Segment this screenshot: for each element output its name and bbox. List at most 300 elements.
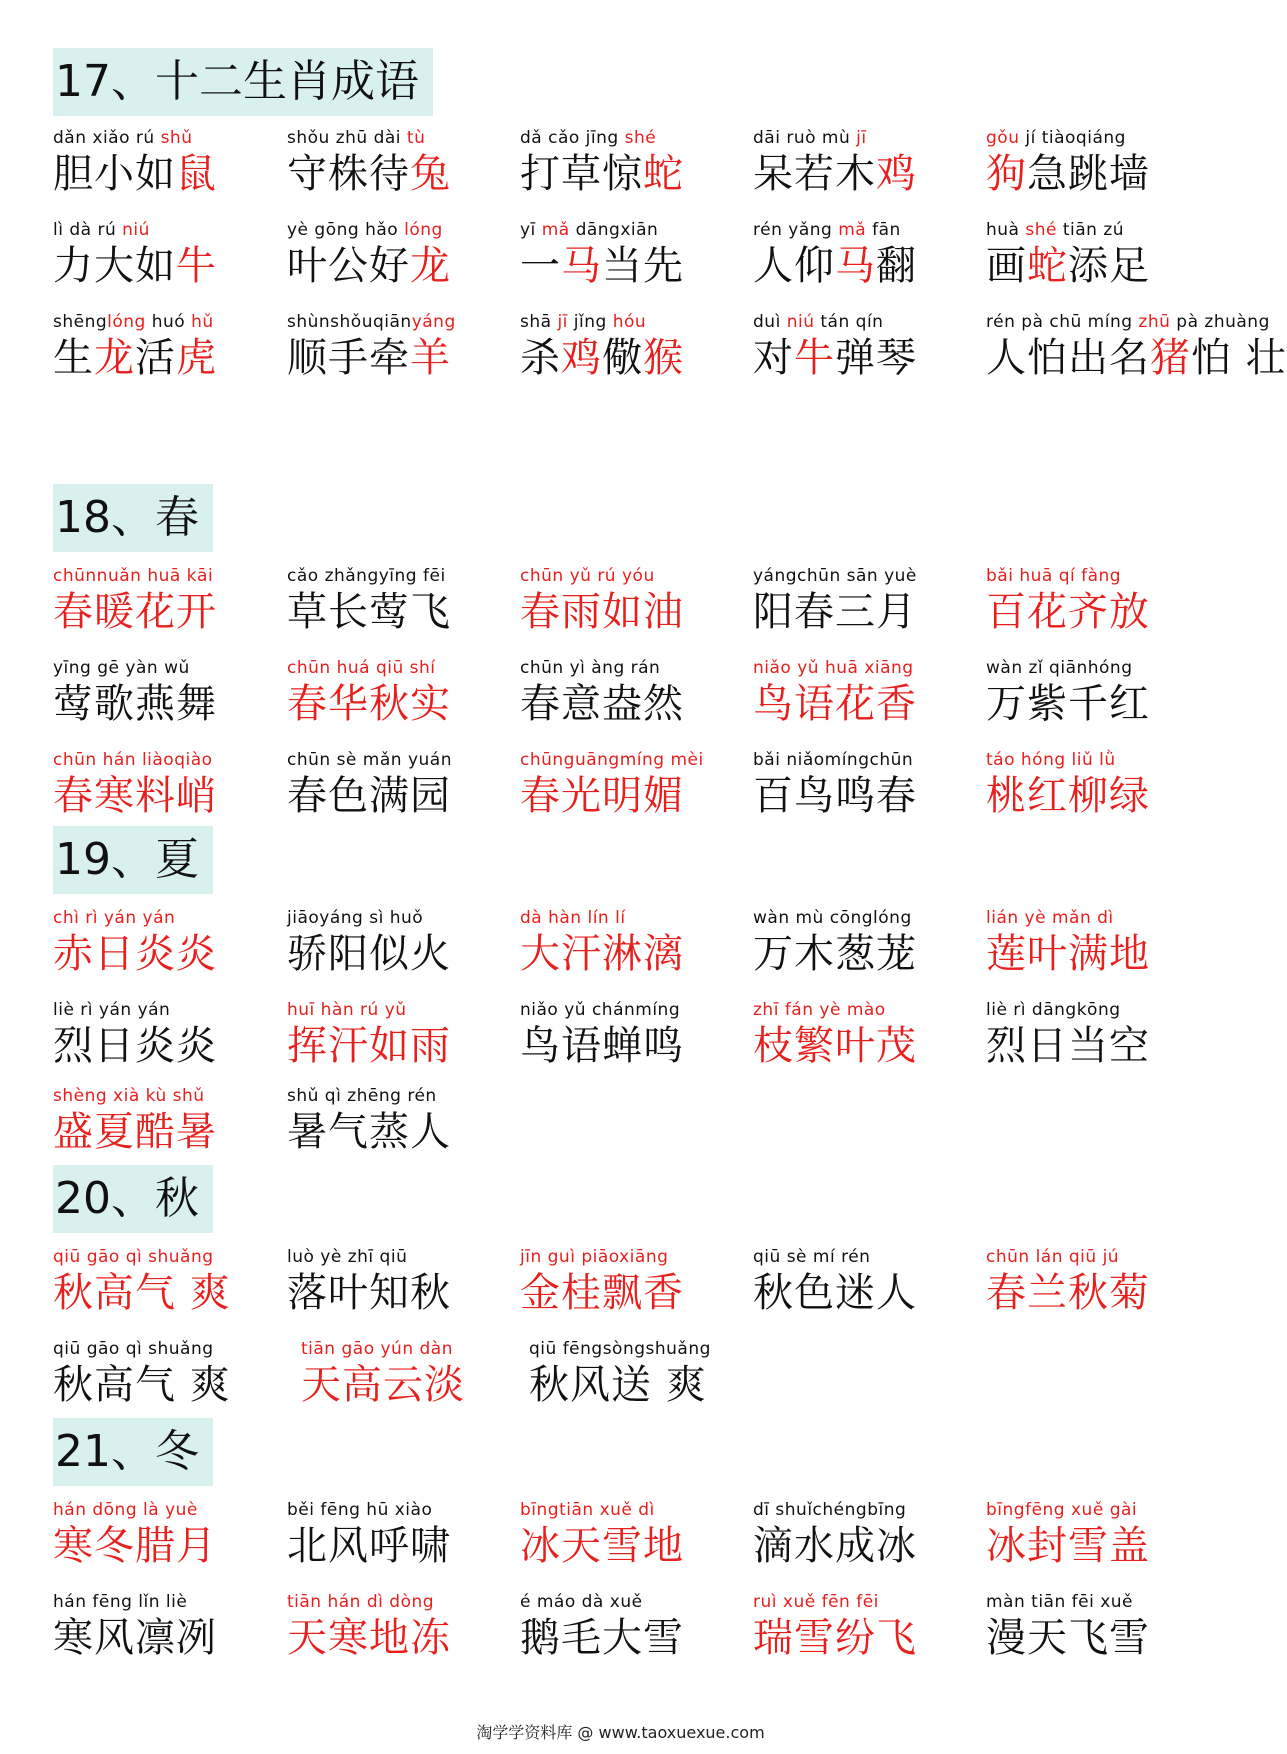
idiom-pinyin xyxy=(753,128,981,148)
idiom-pinyin xyxy=(53,1592,281,1612)
idiom-item xyxy=(53,1086,281,1156)
idiom-item xyxy=(53,1000,281,1070)
pinyin-segment: rén pà chū míng xyxy=(986,312,1139,332)
idiom-pinyin xyxy=(287,128,515,148)
idiom-pinyin xyxy=(520,128,748,148)
hanzi-segment: 烈日当空 xyxy=(986,1023,1150,1069)
section-heading: 20、秋 xyxy=(53,1165,213,1233)
hanzi-segment: 春意盎然 xyxy=(520,681,684,727)
idiom-item xyxy=(287,1247,515,1317)
idiom-item xyxy=(986,566,1214,636)
hanzi-segment: 马 xyxy=(561,243,602,289)
pinyin-segment: tiān hán dì dòng xyxy=(287,1592,435,1612)
hanzi-segment: 冰封雪盖 xyxy=(986,1523,1150,1569)
hanzi-segment: 暑气蒸人 xyxy=(287,1109,451,1155)
pinyin-segment: chūn yǔ rú yóu xyxy=(520,566,655,586)
pinyin-segment: lì dà rú xyxy=(53,220,123,240)
hanzi-segment: 百鸟鸣春 xyxy=(753,773,917,819)
hanzi-segment: 猴 xyxy=(643,335,684,381)
idiom-pinyin xyxy=(53,566,281,586)
idiom-item xyxy=(287,658,515,728)
idiom-pinyin xyxy=(986,220,1214,240)
pinyin-segment: gǒu xyxy=(986,128,1020,148)
pinyin-segment: jīn guì piāoxiāng xyxy=(520,1247,669,1267)
idiom-pinyin xyxy=(520,908,748,928)
idiom-pinyin xyxy=(53,908,281,928)
pinyin-segment: shǒu zhū dài xyxy=(287,128,407,148)
idiom-hanzi xyxy=(520,150,748,198)
idiom-hanzi xyxy=(520,334,748,382)
hanzi-segment: 虎 xyxy=(176,335,217,381)
idiom-item xyxy=(520,1592,748,1662)
idiom-pinyin xyxy=(986,658,1214,678)
pinyin-segment: chūn yì àng rán xyxy=(520,658,661,678)
pinyin-segment: qiū sè mí rén xyxy=(753,1247,871,1267)
idiom-pinyin xyxy=(986,908,1214,928)
idiom-item xyxy=(520,1247,748,1317)
idiom-hanzi xyxy=(753,588,981,636)
idiom-item xyxy=(301,1339,529,1409)
idiom-hanzi xyxy=(753,242,981,290)
idiom-pinyin xyxy=(520,1247,748,1267)
idiom-hanzi xyxy=(53,1361,281,1409)
hanzi-segment: 龙 xyxy=(410,243,451,289)
idiom-hanzi xyxy=(986,1269,1214,1317)
hanzi-segment: 桃红柳绿 xyxy=(986,773,1150,819)
hanzi-segment: 鸡 xyxy=(876,151,917,197)
hanzi-segment: 滴水成冰 xyxy=(753,1523,917,1569)
idiom-hanzi xyxy=(986,1022,1214,1070)
pinyin-segment: yángchūn sān yuè xyxy=(753,566,917,586)
pinyin-segment: shèng xià kù shǔ xyxy=(53,1086,205,1106)
hanzi-segment: 赤日炎炎 xyxy=(53,931,217,977)
idiom-pinyin xyxy=(753,1592,981,1612)
hanzi-segment: 叶公好 xyxy=(287,243,410,289)
idiom-hanzi xyxy=(287,930,515,978)
pinyin-segment: yáng xyxy=(411,312,456,332)
idiom-pinyin xyxy=(287,1247,515,1267)
hanzi-segment: 怕 壮 xyxy=(1191,335,1287,381)
hanzi-segment: 胆小如 xyxy=(53,151,176,197)
pinyin-segment: tán qín xyxy=(814,312,884,332)
pinyin-segment: lóng xyxy=(107,312,146,332)
idiom-item xyxy=(53,128,281,198)
idiom-hanzi xyxy=(287,588,515,636)
pinyin-segment: yīng gē yàn wǔ xyxy=(53,658,190,678)
pinyin-segment: hóu xyxy=(612,312,647,332)
idiom-pinyin xyxy=(520,1500,748,1520)
pinyin-segment: cǎo zhǎngyīng fēi xyxy=(287,566,446,586)
hanzi-segment: 天高云淡 xyxy=(301,1362,465,1408)
idiom-hanzi xyxy=(753,930,981,978)
pinyin-segment: rén yǎng xyxy=(753,220,839,240)
pinyin-segment: jí tiàoqiáng xyxy=(1019,128,1126,148)
pinyin-segment: zhī fán yè mào xyxy=(753,1000,886,1020)
pinyin-segment: mǎ xyxy=(541,220,570,240)
idiom-item xyxy=(753,128,981,198)
idiom-pinyin xyxy=(53,1086,281,1106)
idiom-pinyin xyxy=(301,1339,529,1359)
section-heading: 21、冬 xyxy=(53,1418,213,1486)
hanzi-segment: 冰天雪地 xyxy=(520,1523,684,1569)
pinyin-segment: chūn sè mǎn yuán xyxy=(287,750,452,770)
idiom-item xyxy=(287,128,515,198)
pinyin-segment: hǔ xyxy=(191,312,214,332)
idiom-pinyin xyxy=(53,1339,281,1359)
pinyin-segment: niǎo yǔ chánmíng xyxy=(520,1000,681,1020)
idiom-item xyxy=(986,1247,1214,1317)
idiom-hanzi xyxy=(287,334,515,382)
idiom-pinyin xyxy=(753,908,981,928)
idiom-pinyin xyxy=(53,1500,281,1520)
hanzi-segment: 春色满园 xyxy=(287,773,451,819)
idiom-item xyxy=(520,566,748,636)
hanzi-segment: 一 xyxy=(520,243,561,289)
idiom-hanzi xyxy=(753,680,981,728)
idiom-pinyin xyxy=(753,750,981,770)
idiom-hanzi xyxy=(753,1522,981,1570)
idiom-pinyin xyxy=(986,1592,1214,1612)
hanzi-segment: 画 xyxy=(986,243,1027,289)
pinyin-segment: liè rì yán yán xyxy=(53,1000,171,1020)
pinyin-segment: chì rì yán yán xyxy=(53,908,176,928)
idiom-item xyxy=(53,908,281,978)
hanzi-segment: 春光明媚 xyxy=(520,773,684,819)
idiom-item xyxy=(753,220,981,290)
hanzi-segment: 活 xyxy=(135,335,176,381)
hanzi-segment: 金桂飘香 xyxy=(520,1270,684,1316)
idiom-hanzi xyxy=(53,588,281,636)
idiom-item xyxy=(53,1247,281,1317)
pinyin-segment: luò yè zhī qiū xyxy=(287,1247,408,1267)
hanzi-segment: 盛夏酷暑 xyxy=(53,1109,217,1155)
pinyin-segment: bǎi niǎomíngchūn xyxy=(753,750,914,770)
hanzi-segment: 寒风凛冽 xyxy=(53,1615,217,1661)
hanzi-segment: 当先 xyxy=(602,243,684,289)
idiom-item xyxy=(520,750,748,820)
pinyin-segment: shǔ xyxy=(160,128,193,148)
idiom-pinyin xyxy=(287,312,515,332)
idiom-hanzi xyxy=(753,334,981,382)
hanzi-segment: 马 xyxy=(835,243,876,289)
hanzi-segment: 打草惊 xyxy=(520,151,643,197)
pinyin-segment: bīngtiān xuě dì xyxy=(520,1500,655,1520)
hanzi-segment: 儆 xyxy=(602,335,643,381)
pinyin-segment: dāngxiān xyxy=(569,220,659,240)
hanzi-segment: 枝繁叶茂 xyxy=(753,1023,917,1069)
pinyin-segment: jī xyxy=(856,128,867,148)
hanzi-segment: 杀 xyxy=(520,335,561,381)
idiom-item xyxy=(753,1000,981,1070)
hanzi-segment: 生 xyxy=(53,335,94,381)
idiom-pinyin xyxy=(753,220,981,240)
hanzi-segment: 万木葱茏 xyxy=(753,931,917,977)
idiom-pinyin xyxy=(53,220,281,240)
idiom-pinyin xyxy=(986,1247,1214,1267)
idiom-item xyxy=(53,1592,281,1662)
idiom-hanzi xyxy=(301,1361,529,1409)
idiom-hanzi xyxy=(986,930,1214,978)
idiom-item xyxy=(986,128,1214,198)
pinyin-segment: shēng xyxy=(53,312,108,332)
idiom-pinyin xyxy=(53,128,281,148)
idiom-hanzi xyxy=(53,1022,281,1070)
idiom-pinyin xyxy=(53,1000,281,1020)
pinyin-segment: huó xyxy=(145,312,192,332)
idiom-hanzi xyxy=(753,1269,981,1317)
idiom-hanzi xyxy=(986,588,1214,636)
hanzi-segment: 人仰 xyxy=(753,243,835,289)
hanzi-segment: 秋色迷人 xyxy=(753,1270,917,1316)
idiom-pinyin xyxy=(520,658,748,678)
hanzi-segment: 莺歌燕舞 xyxy=(53,681,217,727)
pinyin-segment: dī shuǐchéngbīng xyxy=(753,1500,907,1520)
idiom-hanzi xyxy=(986,1614,1214,1662)
idiom-item xyxy=(753,750,981,820)
idiom-hanzi xyxy=(520,772,748,820)
idiom-pinyin xyxy=(287,908,515,928)
idiom-item xyxy=(287,312,515,382)
hanzi-segment: 弹琴 xyxy=(835,335,917,381)
idiom-pinyin xyxy=(520,220,748,240)
pinyin-segment: fān xyxy=(866,220,901,240)
idiom-item xyxy=(520,1500,748,1570)
pinyin-segment: yè gōng hǎo xyxy=(287,220,405,240)
pinyin-segment: lóng xyxy=(404,220,443,240)
idiom-item xyxy=(529,1339,757,1409)
idiom-item xyxy=(53,312,281,382)
pinyin-segment: wàn zǐ qiānhóng xyxy=(986,658,1133,678)
hanzi-segment: 鸡 xyxy=(561,335,602,381)
pinyin-segment: huà xyxy=(986,220,1026,240)
pinyin-segment: dà hàn lín lí xyxy=(520,908,626,928)
hanzi-segment: 漫天飞雪 xyxy=(986,1615,1150,1661)
pinyin-segment: duì xyxy=(753,312,787,332)
pinyin-segment: dǎn xiǎo rú xyxy=(53,128,161,148)
idiom-hanzi xyxy=(53,1108,281,1156)
hanzi-segment: 羊 xyxy=(410,335,451,381)
idiom-pinyin xyxy=(753,566,981,586)
pinyin-segment: jiāoyáng sì huǒ xyxy=(287,908,424,928)
idiom-hanzi xyxy=(753,150,981,198)
idiom-hanzi xyxy=(53,1614,281,1662)
pinyin-segment: liè rì dāngkōng xyxy=(986,1000,1121,1020)
pinyin-segment: shùnshǒuqiān xyxy=(287,312,412,332)
idiom-pinyin xyxy=(986,1500,1214,1520)
idiom-pinyin xyxy=(287,658,515,678)
idiom-item xyxy=(287,1000,515,1070)
pinyin-segment: chūnguāngmíng mèi xyxy=(520,750,704,770)
pinyin-segment: huī hàn rú yǔ xyxy=(287,1000,407,1020)
idiom-pinyin xyxy=(287,1000,515,1020)
idiom-pinyin xyxy=(53,312,281,332)
idiom-hanzi xyxy=(53,772,281,820)
idiom-item xyxy=(986,658,1214,728)
idiom-hanzi xyxy=(986,150,1214,198)
idiom-hanzi xyxy=(287,1022,515,1070)
hanzi-segment: 天寒地冻 xyxy=(287,1615,451,1661)
pinyin-segment: běi fēng hū xiào xyxy=(287,1500,433,1520)
hanzi-segment: 力大如 xyxy=(53,243,176,289)
hanzi-segment: 春雨如油 xyxy=(520,589,684,635)
pinyin-segment: qiū gāo qì shuǎng xyxy=(53,1247,214,1267)
pinyin-segment: màn tiān fēi xuě xyxy=(986,1592,1134,1612)
pinyin-segment: ruì xuě fēn fēi xyxy=(753,1592,879,1612)
idiom-item xyxy=(520,658,748,728)
idiom-pinyin xyxy=(287,1086,515,1106)
idiom-pinyin xyxy=(53,1247,281,1267)
hanzi-segment: 呆若木 xyxy=(753,151,876,197)
idiom-hanzi xyxy=(520,588,748,636)
footer-text: 淘学学资料库 @ www.taoxuexue.com xyxy=(476,1723,765,1742)
idiom-pinyin xyxy=(986,1000,1214,1020)
idiom-hanzi xyxy=(520,1522,748,1570)
idiom-item xyxy=(753,658,981,728)
idiom-item xyxy=(287,566,515,636)
idiom-pinyin xyxy=(520,312,748,332)
idiom-pinyin xyxy=(287,566,515,586)
idiom-hanzi xyxy=(529,1361,757,1409)
pinyin-segment: shǔ qì zhēng rén xyxy=(287,1086,437,1106)
idiom-hanzi xyxy=(520,1022,748,1070)
hanzi-segment: 秋高气 爽 xyxy=(53,1362,231,1408)
hanzi-segment: 阳春三月 xyxy=(753,589,917,635)
idiom-hanzi xyxy=(753,1614,981,1662)
idiom-hanzi xyxy=(53,242,281,290)
hanzi-segment: 大汗淋漓 xyxy=(520,931,684,977)
pinyin-segment: é máo dà xuě xyxy=(520,1592,643,1612)
idiom-pinyin xyxy=(520,1592,748,1612)
hanzi-segment: 烈日炎炎 xyxy=(53,1023,217,1069)
pinyin-segment: yī xyxy=(520,220,542,240)
idiom-hanzi xyxy=(287,680,515,728)
idiom-hanzi xyxy=(53,150,281,198)
idiom-hanzi xyxy=(520,1614,748,1662)
idiom-hanzi xyxy=(53,334,281,382)
idiom-item xyxy=(986,1000,1214,1070)
idiom-hanzi xyxy=(53,930,281,978)
hanzi-segment: 百花齐放 xyxy=(986,589,1150,635)
hanzi-segment: 春华秋实 xyxy=(287,681,451,727)
idiom-item xyxy=(753,1592,981,1662)
idiom-pinyin xyxy=(753,658,981,678)
pinyin-segment: tiān gāo yún dàn xyxy=(301,1339,453,1359)
pinyin-segment: niú xyxy=(122,220,150,240)
idiom-pinyin xyxy=(53,658,281,678)
section-heading: 18、春 xyxy=(53,484,213,552)
idiom-item xyxy=(753,566,981,636)
idiom-item xyxy=(287,220,515,290)
idiom-hanzi xyxy=(287,1522,515,1570)
idiom-hanzi xyxy=(287,150,515,198)
pinyin-segment: tiān zú xyxy=(1056,220,1125,240)
pinyin-segment: qiū gāo qì shuǎng xyxy=(53,1339,214,1359)
idiom-item xyxy=(287,750,515,820)
hanzi-segment: 秋风送 爽 xyxy=(529,1362,707,1408)
pinyin-segment: chūn huá qiū shí xyxy=(287,658,436,678)
idiom-item xyxy=(520,128,748,198)
hanzi-segment: 春兰秋菊 xyxy=(986,1270,1150,1316)
idiom-pinyin xyxy=(753,1247,981,1267)
idiom-pinyin xyxy=(53,750,281,770)
hanzi-segment: 寒冬腊月 xyxy=(53,1523,217,1569)
hanzi-segment: 兔 xyxy=(410,151,451,197)
idiom-item xyxy=(753,312,981,382)
idiom-pinyin xyxy=(986,312,1270,332)
hanzi-segment: 万紫千红 xyxy=(986,681,1150,727)
hanzi-segment: 鹅毛大雪 xyxy=(520,1615,684,1661)
pinyin-segment: chūn lán qiū jú xyxy=(986,1247,1120,1267)
idiom-hanzi xyxy=(287,772,515,820)
idiom-item xyxy=(986,908,1214,978)
pinyin-segment: hán dōng là yuè xyxy=(53,1500,198,1520)
idiom-item xyxy=(986,1592,1214,1662)
hanzi-segment: 莲叶满地 xyxy=(986,931,1150,977)
idiom-hanzi xyxy=(287,242,515,290)
idiom-item xyxy=(986,750,1214,820)
pinyin-segment: tù xyxy=(406,128,426,148)
idiom-item xyxy=(520,312,748,382)
hanzi-segment: 添足 xyxy=(1068,243,1150,289)
idiom-pinyin xyxy=(287,750,515,770)
idiom-item xyxy=(287,1592,515,1662)
hanzi-segment: 顺手牵 xyxy=(287,335,410,381)
idiom-pinyin xyxy=(986,750,1214,770)
pinyin-segment: zhū xyxy=(1138,312,1171,332)
idiom-item xyxy=(753,1247,981,1317)
idiom-item xyxy=(986,312,1287,382)
idiom-item xyxy=(986,1500,1214,1570)
idiom-item xyxy=(520,1000,748,1070)
idiom-hanzi xyxy=(53,680,281,728)
idiom-item xyxy=(287,1086,515,1156)
pinyin-segment: bǎi huā qí fàng xyxy=(986,566,1122,586)
hanzi-segment: 对 xyxy=(753,335,794,381)
section-heading: 17、十二生肖成语 xyxy=(53,48,433,116)
idiom-pinyin xyxy=(753,1000,981,1020)
pinyin-segment: jī xyxy=(557,312,568,332)
idiom-item xyxy=(287,1500,515,1570)
idiom-hanzi xyxy=(520,242,748,290)
idiom-item xyxy=(753,1500,981,1570)
hanzi-segment: 守株待 xyxy=(287,151,410,197)
idiom-item xyxy=(287,908,515,978)
idiom-hanzi xyxy=(520,1269,748,1317)
idiom-pinyin xyxy=(753,1500,981,1520)
idiom-item xyxy=(986,220,1214,290)
pinyin-segment: jǐng xyxy=(567,312,613,332)
idiom-hanzi xyxy=(986,680,1214,728)
idiom-item xyxy=(53,566,281,636)
idiom-pinyin xyxy=(520,1000,748,1020)
hanzi-segment: 鸟语花香 xyxy=(753,681,917,727)
pinyin-segment: shā xyxy=(520,312,558,332)
hanzi-segment: 鸟语蝉鸣 xyxy=(520,1023,684,1069)
idiom-item xyxy=(53,1339,281,1409)
idiom-item xyxy=(53,750,281,820)
hanzi-segment: 狗 xyxy=(986,151,1027,197)
hanzi-segment: 瑞雪纷飞 xyxy=(753,1615,917,1661)
hanzi-segment: 骄阳似火 xyxy=(287,931,451,977)
pinyin-segment: pà zhuàng xyxy=(1170,312,1270,332)
pinyin-segment: bīngfēng xuě gài xyxy=(986,1500,1138,1520)
idiom-pinyin xyxy=(529,1339,757,1359)
idiom-item xyxy=(753,908,981,978)
hanzi-segment: 蛇 xyxy=(643,151,684,197)
idiom-hanzi xyxy=(520,680,748,728)
pinyin-segment: hán fēng lǐn liè xyxy=(53,1592,188,1612)
hanzi-segment: 急跳墙 xyxy=(1027,151,1150,197)
